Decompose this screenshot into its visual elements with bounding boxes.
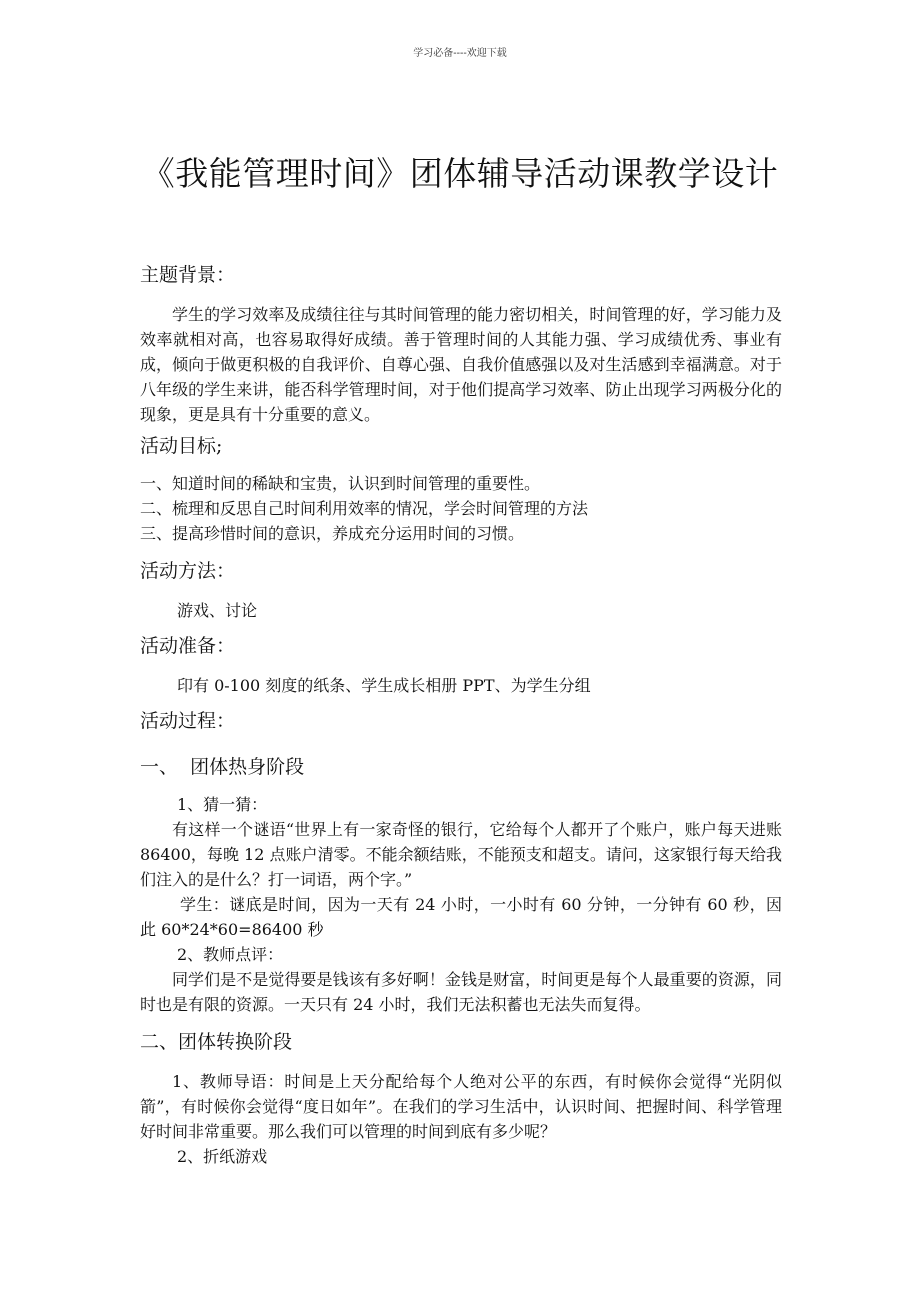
stage1-step1-label: 1、猜一猜： — [177, 795, 268, 814]
stage1-heading: 一、 团体热身阶段 — [140, 756, 305, 778]
background-paragraph: 学生的学习效率及成绩往往与其时间管理的能力密切相关，时间管理的好，学习能力及效率就相对高，也容易取得好成绩。善于管理时间的人其能力强、学习成绩优秀、事业有成，倾向于做更积极的自我评价、自尊心强、自我价值感强以及对生活感到幸福满意。对于八年级的学生来讲，能否科学管理时间，对于他们提高学习效率、防止出现学习两极分化的现象，更是具有十分重要的意义。 — [140, 305, 782, 424]
document-body — [140, 262, 782, 1169]
method-text: 游戏、讨论 — [177, 601, 258, 620]
stage2-heading: 二、团体转换阶段 — [140, 1031, 293, 1053]
stage2-step2-label: 2、折纸游戏 — [177, 1147, 268, 1166]
goals-list — [140, 471, 782, 546]
page-header-note: 学习必备----欢迎下载 — [413, 48, 507, 59]
comment-paragraph: 同学们是不是觉得要是钱该有多好啊！金钱是财富，时间更是每个人最重要的资源，同时也是有限的资源。一天只有 24 小时，我们无法积蓄也无法失而复得。 — [140, 970, 782, 1014]
document-title: 《我能管理时间》团体辅导活动课教学设计 — [141, 154, 779, 193]
method-heading: 活动方法： — [140, 560, 236, 582]
stage2-intro-paragraph: 1、教师导语：时间是上天分配给每个人绝对公平的东西，有时候你会觉得“光阴似箭”，有时候你会觉得“度日如年”。在我们的学习生活中，认识时间、把握时间、科学管理好时间非常重要。那么我们可以管理的时间到底有多少呢？ — [140, 1072, 782, 1141]
riddle-paragraph: 有这样一个谜语“世界上有一家奇怪的银行，它给每个人都开了个账户，账户每天进账 86400，每晚 12 点账户清零。不能余额结账，不能预支和超支。请问，这家银行每天给我们注入的是什么？打一词语，两个字。” — [140, 820, 782, 889]
background-heading: 主题背景： — [140, 264, 236, 286]
goal-item-2: 二、梳理和反思自己时间利用效率的情况，学会时间管理的方法 — [140, 499, 589, 518]
goal-item-3: 三、提高珍惜时间的意识，养成充分运用时间的习惯。 — [140, 524, 525, 543]
goal-item-1: 一、知道时间的稀缺和宝贵，认识到时间管理的重要性。 — [140, 474, 541, 493]
goals-heading: 活动目标; — [140, 435, 223, 457]
stage1-step2-label: 2、教师点评： — [177, 945, 284, 964]
preparation-heading: 活动准备： — [140, 635, 236, 657]
answer-paragraph: 学生：谜底是时间，因为一天有 24 小时，一小时有 60 分钟，一分钟有 60 秒，因此 60*24*60=86400 秒 — [140, 895, 782, 939]
process-heading: 活动过程： — [140, 710, 236, 732]
preparation-text: 印有 0-100 刻度的纸条、学生成长相册 PPT、为学生分组 — [177, 676, 591, 695]
